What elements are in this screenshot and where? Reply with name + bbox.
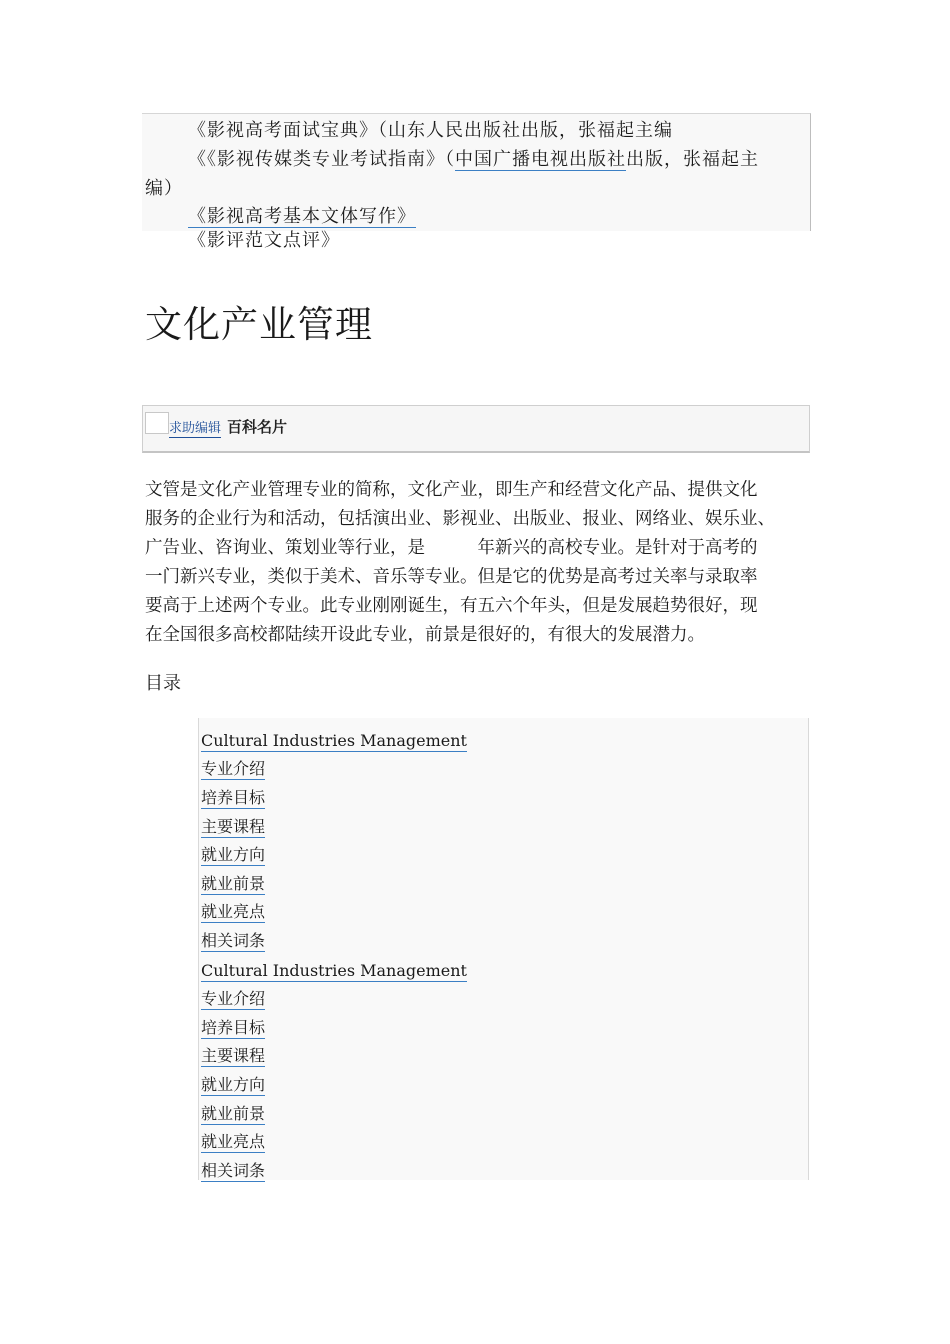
intro-line: 服务的企业行为和活动，包括演出业、影视业、出版业、报业、网络业、娱乐业、 <box>145 509 775 529</box>
baike-card-bar <box>142 405 810 453</box>
intro-line: 文管是文化产业管理专业的简称，文化产业，即生产和经营文化产品、提供文化 <box>145 480 758 500</box>
intro-line: 要高于上述两个专业。此专业刚刚诞生，有五六个年头，但是发展趋势很好，现 <box>145 596 758 616</box>
help-edit-link[interactable]: 求助编辑 <box>169 421 222 436</box>
toc-link[interactable]: 就业亮点 <box>201 1132 266 1151</box>
toc-link[interactable]: 培养目标 <box>201 788 266 807</box>
toc-link[interactable]: 主要课程 <box>201 817 266 836</box>
table-of-contents <box>198 718 809 1180</box>
toc-link[interactable]: 就业方向 <box>201 1075 266 1094</box>
book-link-writing[interactable]: 《影视高考基本文体写作》 <box>188 206 416 227</box>
page-title: 文化产业管理 <box>145 303 373 346</box>
intro-line: 在全国很多高校都陆续开设此专业，前景是很好的，有很大的发展潜力。 <box>145 625 705 645</box>
toc-link[interactable]: 专业介绍 <box>201 759 266 778</box>
toc-link[interactable]: Cultural Industries Management <box>201 961 467 980</box>
toc-link[interactable]: 就业亮点 <box>201 902 266 921</box>
toc-link[interactable]: 就业方向 <box>201 845 266 864</box>
reference-book-list <box>142 113 811 231</box>
intro-line: 广告业、咨询业、策划业等行业，是 年新兴的高校专业。是针对于高考的 <box>145 538 758 558</box>
toc-link[interactable]: Cultural Industries Management <box>201 731 467 750</box>
toc-link[interactable]: 就业前景 <box>201 874 266 893</box>
toc-link[interactable]: 相关词条 <box>201 931 266 950</box>
book-entry-2: 《《影视传媒类专业考试指南》（中国广播电视出版社出版，张福起主 <box>188 149 759 170</box>
publisher-link[interactable]: 中国广播电视出版社 <box>455 149 626 170</box>
card-image-placeholder <box>145 412 169 434</box>
toc-link[interactable]: 培养目标 <box>201 1018 266 1037</box>
toc-link[interactable]: 就业前景 <box>201 1104 266 1123</box>
intro-paragraph <box>145 476 810 650</box>
book-entry-4: 《影评范文点评》 <box>188 230 340 251</box>
book-entry-3 <box>188 205 416 229</box>
toc-link[interactable]: 相关词条 <box>201 1161 266 1180</box>
intro-line: 一门新兴专业，类似于美术、音乐等专业。但是它的优势是高考过关率与录取率 <box>145 567 758 587</box>
book-entry-1: 《影视高考面试宝典》（山东人民出版社出版，张福起主编 <box>188 120 673 141</box>
card-title: 百科名片 <box>227 418 288 436</box>
toc-heading: 目录 <box>145 673 181 694</box>
book-entry-2-rest: 出版，张福起主 <box>626 149 759 170</box>
book-link-exam-guide[interactable]: 《影视传媒类专业考试指南》 <box>207 149 445 170</box>
toc-link[interactable]: 主要课程 <box>201 1046 266 1065</box>
book-entry-2-wrap: 编） <box>145 178 183 199</box>
toc-link[interactable]: 专业介绍 <box>201 989 266 1008</box>
